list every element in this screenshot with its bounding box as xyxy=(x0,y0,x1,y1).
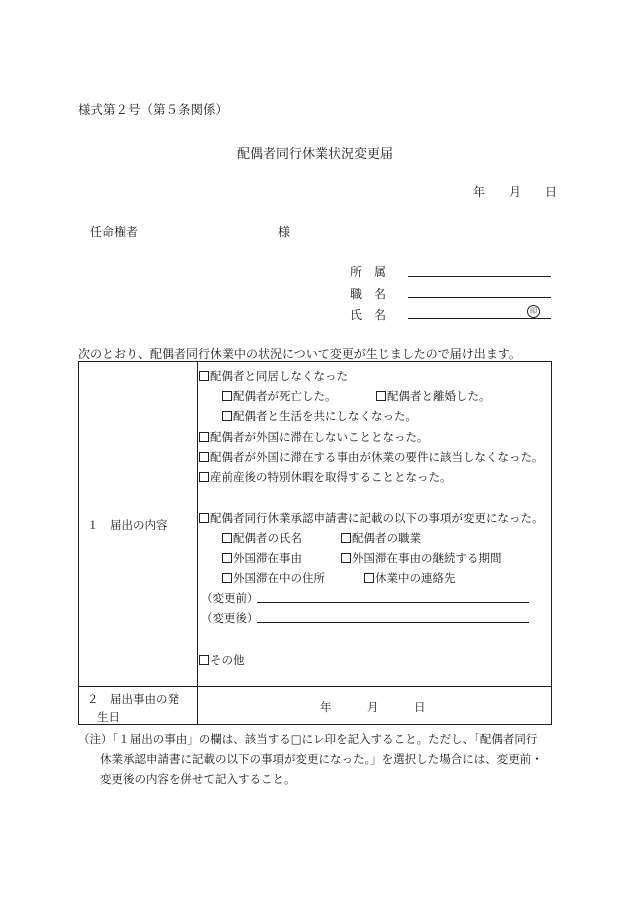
note-line-3: 変更後の内容を併せて記入すること。 xyxy=(100,772,296,786)
intro-text: 次のとおり、配偶者同行休業中の状況について変更が生じましたので届け出ます。 xyxy=(78,347,521,361)
occurrence-month[interactable]: 月 xyxy=(367,700,379,714)
checkbox-icon[interactable] xyxy=(199,371,209,381)
occurrence-day[interactable]: 日 xyxy=(414,700,426,714)
option-application-changed[interactable]: 配偶者同行休業承認申請書に記載の以下の事項が変更になった。 xyxy=(199,510,544,526)
appointer-honorific: 様 xyxy=(278,225,291,239)
affiliation-label: 所 属 xyxy=(350,265,387,279)
option-divorced[interactable]: 配偶者と離婚した。 xyxy=(376,388,491,404)
option-stay-reason[interactable]: 外国滞在事由 xyxy=(222,550,302,566)
option-stay-address[interactable]: 外国滞在中の住所 xyxy=(222,570,325,586)
date-month: 月 xyxy=(509,185,522,199)
option-spouse-name[interactable]: 配偶者の氏名 xyxy=(222,530,302,546)
date-day: 日 xyxy=(545,185,558,199)
checkbox-icon[interactable] xyxy=(199,513,209,523)
checkbox-icon[interactable] xyxy=(341,553,351,563)
checkbox-icon[interactable] xyxy=(222,533,232,543)
option-other[interactable]: その他 xyxy=(199,652,245,668)
option-maternity-leave[interactable]: 産前産後の特別休暇を取得することとなった。 xyxy=(199,469,452,485)
section2-label-line1: ２ 届出事由の発 xyxy=(87,692,179,706)
option-spouse-died[interactable]: 配偶者が死亡した。 xyxy=(222,388,337,404)
checkbox-icon[interactable] xyxy=(364,573,374,583)
section2-label-line2: 生日 xyxy=(97,710,120,724)
checkbox-icon[interactable] xyxy=(199,432,209,442)
checkbox-icon[interactable] xyxy=(199,452,209,462)
row-divider xyxy=(79,686,551,687)
seal-mark: 印 xyxy=(527,305,540,318)
option-contact[interactable]: 休業中の連絡先 xyxy=(364,570,456,586)
date-year: 年 xyxy=(473,185,486,199)
occurrence-year[interactable]: 年 xyxy=(320,700,332,714)
option-stay-period[interactable]: 外国滞在事由の継続する期間 xyxy=(341,550,502,566)
job-title-label: 職 名 xyxy=(350,287,387,301)
option-spouse-occupation[interactable]: 配偶者の職業 xyxy=(341,530,421,546)
name-field[interactable] xyxy=(408,318,551,319)
option-not-live-together[interactable]: 配偶者と生活を共にしなくなった。 xyxy=(222,408,417,424)
checkbox-icon[interactable] xyxy=(199,655,209,665)
column-divider xyxy=(197,362,198,724)
note-line-1: （注）「１届出の事由」の欄は、該当する□にレ印を記入すること。ただし、「配偶者同行 xyxy=(78,732,538,746)
checkbox-icon[interactable] xyxy=(341,533,351,543)
option-no-cohabit[interactable]: 配偶者と同居しなくなった xyxy=(199,368,348,384)
checkbox-icon[interactable] xyxy=(376,391,386,401)
before-label: （変更前） xyxy=(201,591,259,605)
checkbox-icon[interactable] xyxy=(222,553,232,563)
content-table xyxy=(78,361,552,725)
form-number: 様式第２号（第５条関係） xyxy=(78,102,229,117)
before-field[interactable] xyxy=(257,602,529,603)
document-title: 配偶者同行休業状況変更届 xyxy=(236,147,393,162)
section1-label: １ 届出の内容 xyxy=(87,518,168,532)
option-not-abroad[interactable]: 配偶者が外国に滞在しないこととなった。 xyxy=(199,429,429,445)
affiliation-field[interactable] xyxy=(408,276,551,277)
option-reason-not-applicable[interactable]: 配偶者が外国に滞在する事由が休業の要件に該当しなくなった。 xyxy=(199,449,544,465)
after-label: （変更後） xyxy=(201,611,259,625)
name-label: 氏 名 xyxy=(350,308,387,322)
appointer-label: 任命権者 xyxy=(90,225,139,239)
job-title-field[interactable] xyxy=(408,297,551,298)
checkbox-icon[interactable] xyxy=(222,391,232,401)
after-field[interactable] xyxy=(257,622,529,623)
checkbox-icon[interactable] xyxy=(199,472,209,482)
note-line-2: 休業承認申請書に記載の以下の事項が変更になった。」を選択した場合には、変更前・ xyxy=(100,752,543,766)
checkbox-icon[interactable] xyxy=(222,573,232,583)
checkbox-icon[interactable] xyxy=(222,411,232,421)
